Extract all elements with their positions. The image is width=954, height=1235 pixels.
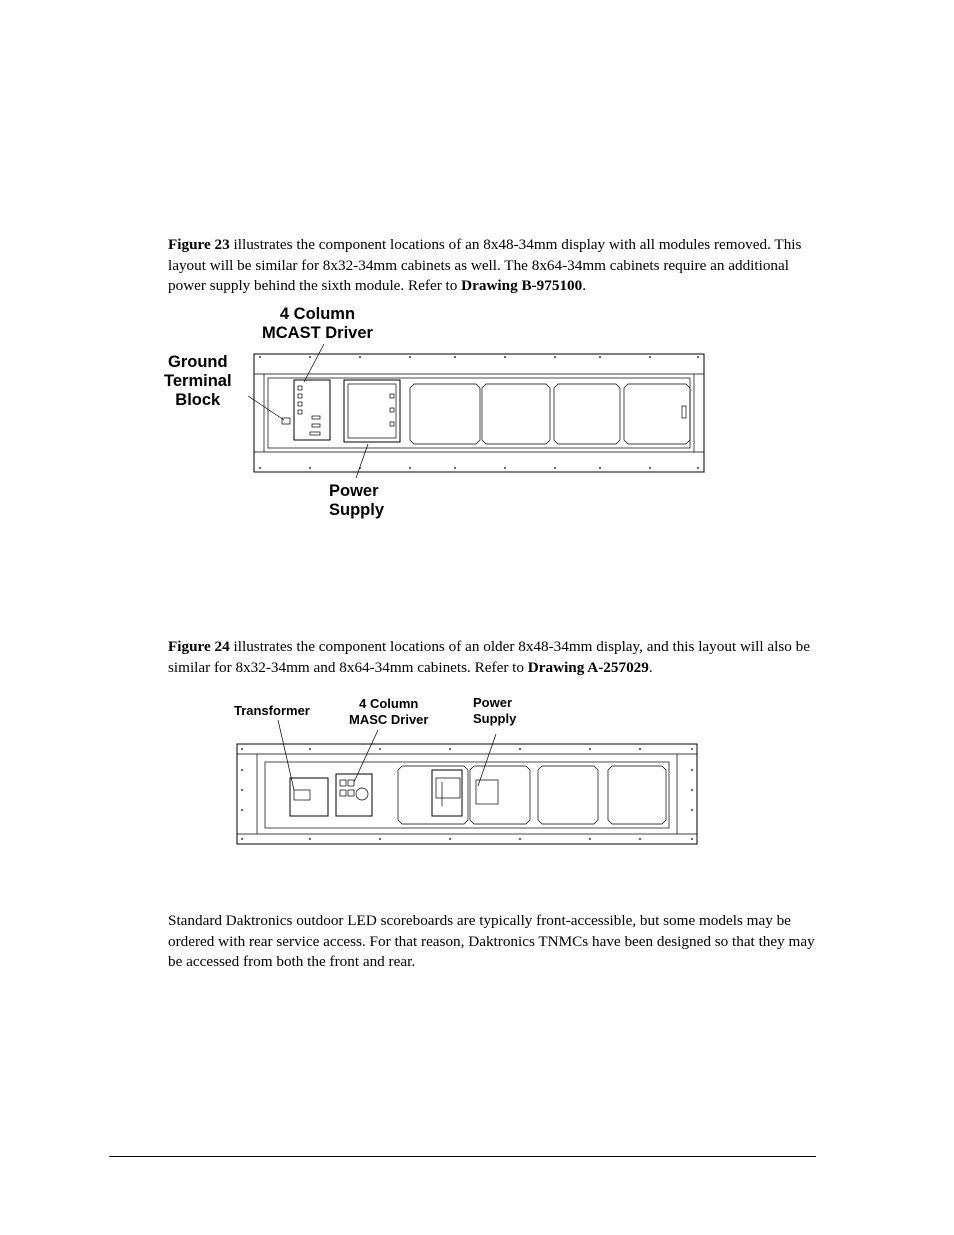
figure-24-cabinet-drawing <box>230 690 704 850</box>
paragraph-end: . <box>648 658 653 676</box>
figure-24-reference: Figure 24 <box>168 638 230 655</box>
paragraph-end: . <box>582 277 587 294</box>
paragraph-figure-23 <box>168 235 818 297</box>
drawing-reference: Drawing A-257029 <box>527 658 649 676</box>
paragraph-text: illustrates the component locations of an older 8x48-34mm display, and this layout will also be similar for 8x32-34mm and 8x64-34mm cabinets. Refer to <box>168 638 810 676</box>
footer-rule <box>109 1156 816 1157</box>
figure-24-driver-label: 4 Column MASC Driver <box>349 696 429 727</box>
paragraph-rear-access: Standard Daktronics outdoor LED scoreboards are typically front-accessible, but some models may be ordered with rear service access. For that reason, Daktronics TNMCs have been designed so that they may be accessed from both the front and rear. <box>168 912 815 970</box>
figure-24-power-label: Power Supply <box>473 695 517 726</box>
paragraph-text: illustrates the component locations of an 8x48-34mm display with all modules removed. This layout will be similar for 8x32-34mm cabinets as well. The 8x64-34mm cabinets require an additional power supply behind the sixth module. Refer to <box>168 236 802 294</box>
figure-23-driver-label: 4 Column MCAST Driver <box>262 305 373 342</box>
figure-23-reference: Figure 23 <box>168 236 230 253</box>
figure-23-ground-label: Ground Terminal Block <box>164 353 232 409</box>
paragraph-figure-24 <box>168 637 818 678</box>
drawing-reference: Drawing B-975100 <box>461 277 583 294</box>
figure-23-cabinet-drawing <box>160 300 720 530</box>
figure-24-transformer-label: Transformer <box>234 703 310 718</box>
figure-23-power-label: Power Supply <box>329 482 385 519</box>
